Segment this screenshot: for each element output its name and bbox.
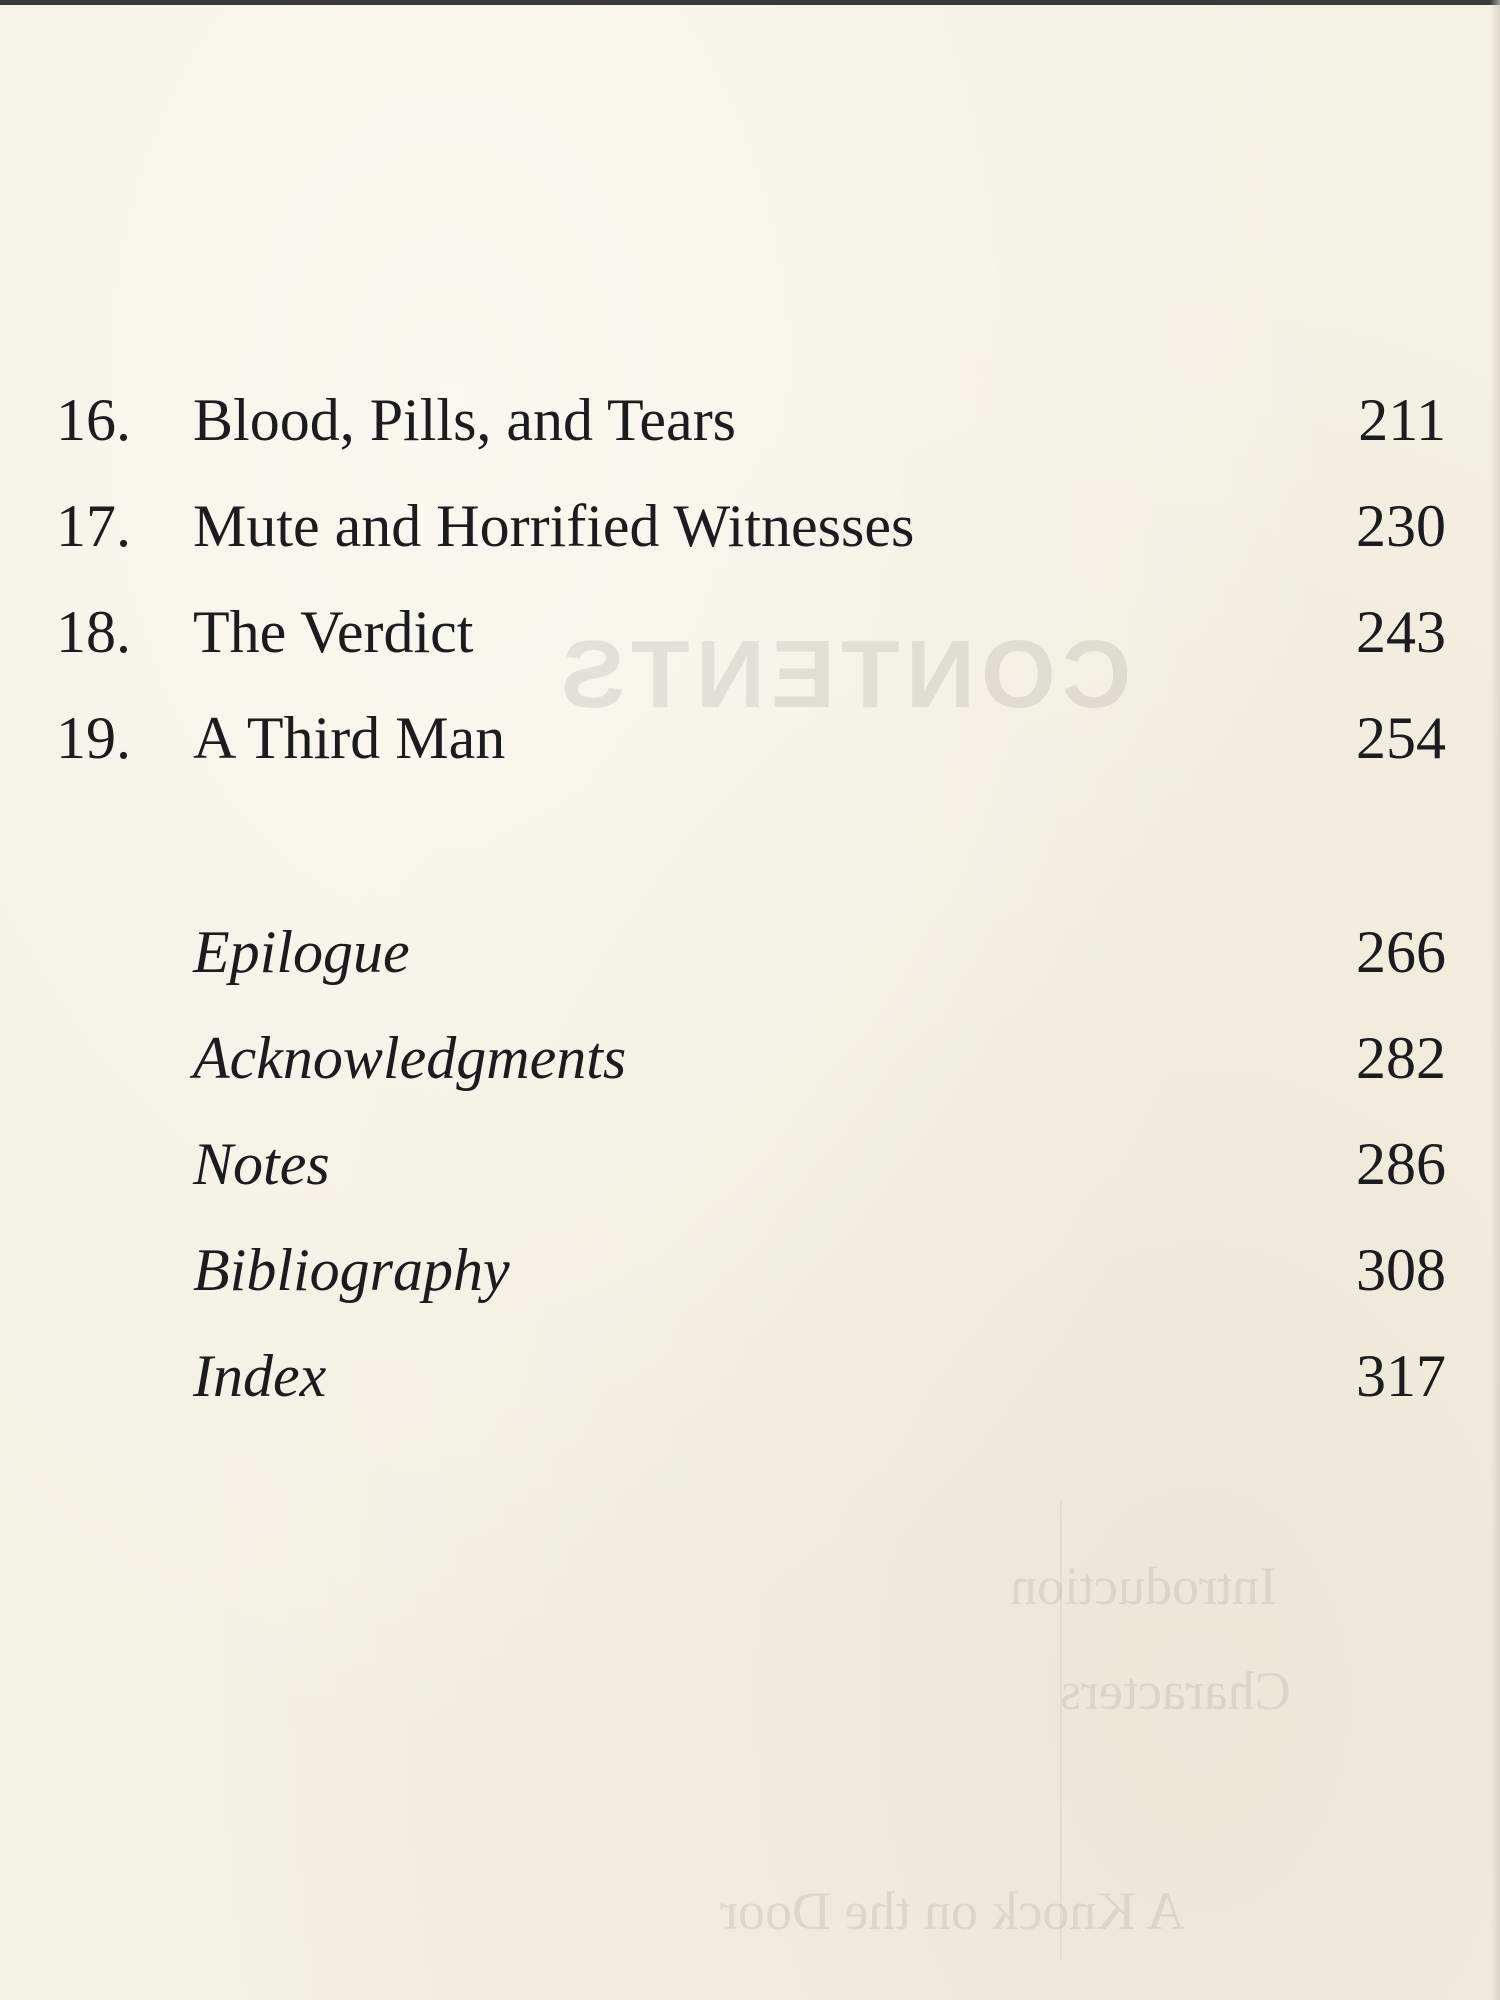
toc-entry-back-matter xyxy=(0,1336,1500,1416)
chapter-number: 19. xyxy=(56,705,131,771)
page-number: 211 xyxy=(1358,387,1446,453)
page-number: 254 xyxy=(1356,705,1446,771)
section-title: Epilogue xyxy=(193,919,410,985)
page-number: 317 xyxy=(1356,1343,1446,1409)
chapter-title: Mute and Horrified Witnesses xyxy=(193,493,915,559)
toc-entry xyxy=(0,698,1500,778)
section-title: Bibliography xyxy=(193,1237,510,1303)
show-through-line: A Knock on the Door xyxy=(720,1881,1185,1941)
toc-entry xyxy=(0,486,1500,566)
page-number: 308 xyxy=(1356,1237,1446,1303)
page-number: 282 xyxy=(1356,1025,1446,1091)
toc-entry xyxy=(0,380,1500,460)
section-title: Acknowledgments xyxy=(193,1025,627,1091)
chapter-number: 17. xyxy=(56,493,131,559)
toc-entry-back-matter xyxy=(0,1230,1500,1310)
toc-entry-back-matter xyxy=(0,912,1500,992)
page-number: 243 xyxy=(1356,599,1446,665)
section-title: Notes xyxy=(193,1131,330,1197)
show-through-line: Characters xyxy=(1060,1661,1291,1721)
chapter-number: 16. xyxy=(56,387,131,453)
page-number: 230 xyxy=(1356,493,1446,559)
toc-entry-back-matter xyxy=(0,1124,1500,1204)
show-through-line: Introduction xyxy=(1010,1556,1277,1616)
page-number: 286 xyxy=(1356,1131,1446,1197)
chapter-number: 18. xyxy=(56,599,131,665)
chapter-title: Blood, Pills, and Tears xyxy=(193,387,737,453)
show-through-heading: CONTENTS xyxy=(555,621,1131,728)
section-title: Index xyxy=(193,1343,327,1409)
toc-entry xyxy=(0,592,1500,672)
toc-entry-back-matter xyxy=(0,1018,1500,1098)
chapter-title: The Verdict xyxy=(193,599,474,665)
page-number: 266 xyxy=(1356,919,1446,985)
chapter-title: A Third Man xyxy=(193,705,506,771)
